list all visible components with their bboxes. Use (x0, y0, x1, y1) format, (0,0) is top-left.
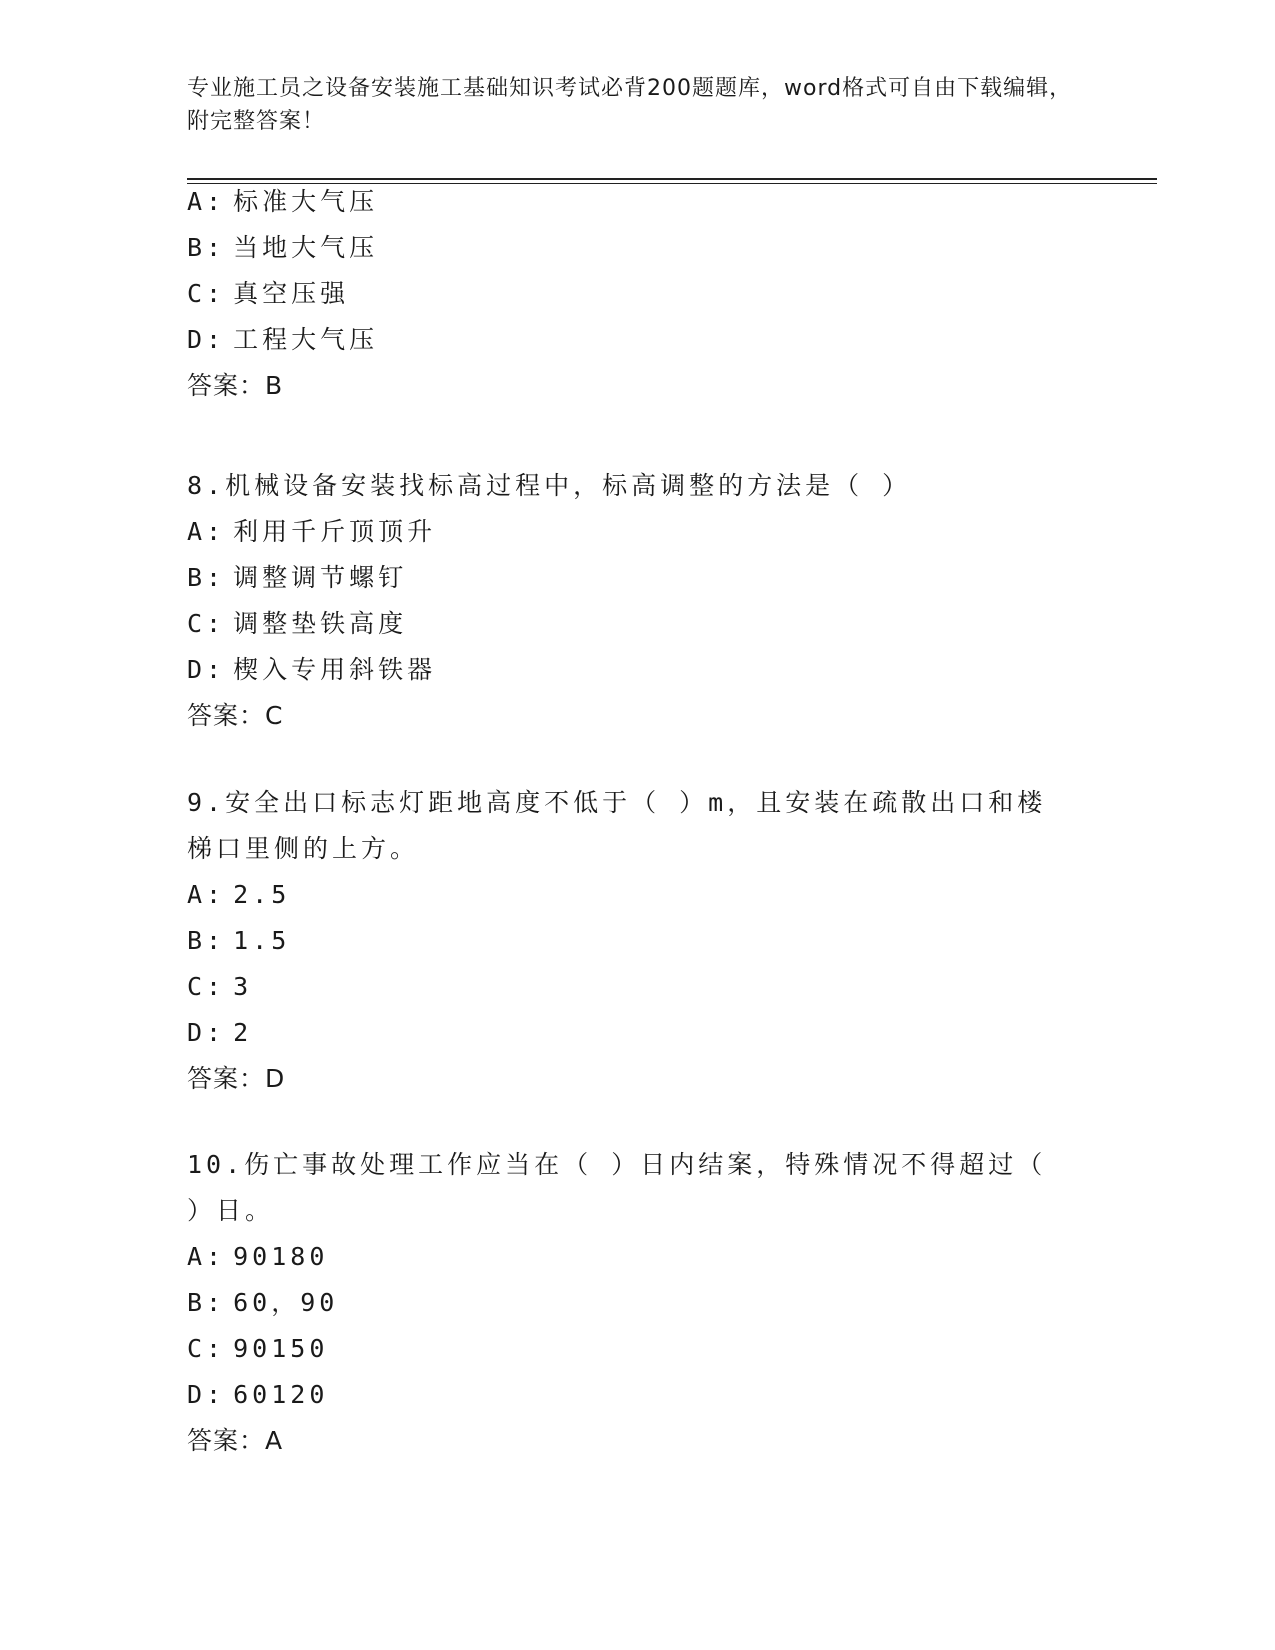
option-d (187, 647, 1087, 693)
option-label: C: (187, 279, 226, 308)
option-label: A: (187, 880, 226, 909)
answer-line: 答案：A (187, 1426, 284, 1455)
option-label: B: (187, 563, 226, 592)
question-text: 9.安全出口标志灯距地高度不低于（ ）m，且安装在疏散出口和楼梯口里侧的上方。 (187, 788, 1047, 863)
option-label: D: (187, 325, 226, 354)
option-c (187, 601, 1087, 647)
option-label: A: (187, 517, 226, 546)
option-d (187, 1372, 1087, 1418)
option-text: 真空压强 (233, 279, 350, 308)
option-c (187, 271, 1087, 317)
option-a (187, 872, 1087, 918)
option-text: 当地大气压 (233, 233, 379, 262)
option-text: 2.5 (233, 880, 291, 909)
option-text: 标准大气压 (233, 187, 379, 216)
option-a (187, 179, 1087, 225)
option-text: 楔入专用斜铁器 (233, 655, 437, 684)
option-label: D: (187, 1018, 226, 1047)
option-label: B: (187, 1288, 226, 1317)
option-text: 90180 (233, 1242, 329, 1271)
option-label: A: (187, 187, 226, 216)
document-header: 专业施工员之设备安装施工基础知识考试必背200题题库，word格式可自由下载编辑，附完整答案！ (187, 76, 1073, 134)
option-label: D: (187, 655, 226, 684)
answer-line: 答案：C (187, 701, 284, 730)
option-a (187, 1234, 1087, 1280)
question-9-block (187, 780, 1087, 1102)
answer-line: 答案：B (187, 371, 284, 400)
option-b (187, 1280, 1087, 1326)
option-text: 1.5 (233, 926, 291, 955)
option-text: 调整调节螺钉 (233, 563, 408, 592)
option-text: 2 (233, 1018, 253, 1047)
question-text: 10.伤亡事故处理工作应当在（ ）日内结案，特殊情况不得超过（ ）日。 (187, 1150, 1047, 1225)
option-label: B: (187, 233, 226, 262)
option-label: C: (187, 972, 226, 1001)
option-text: 3 (233, 972, 253, 1001)
option-c (187, 964, 1087, 1010)
option-label: A: (187, 1242, 226, 1271)
option-text: 60120 (233, 1380, 329, 1409)
option-d (187, 1010, 1087, 1056)
option-label: B: (187, 926, 226, 955)
option-text: 调整垫铁高度 (233, 609, 408, 638)
option-b (187, 918, 1087, 964)
option-label: C: (187, 1334, 226, 1363)
question-10-block (187, 1142, 1087, 1464)
option-b (187, 225, 1087, 271)
option-c (187, 1326, 1087, 1372)
option-b (187, 555, 1087, 601)
option-label: D: (187, 1380, 226, 1409)
option-text: 60，90 (233, 1288, 339, 1317)
option-text: 90150 (233, 1334, 329, 1363)
question-7-block (187, 179, 1087, 409)
option-d (187, 317, 1087, 363)
option-text: 利用千斤顶顶升 (233, 517, 437, 546)
option-label: C: (187, 609, 226, 638)
question-8-block (187, 463, 1087, 739)
option-text: 工程大气压 (233, 325, 379, 354)
option-a (187, 509, 1087, 555)
question-text: 8.机械设备安装找标高过程中，标高调整的方法是（ ） (187, 471, 912, 500)
answer-line: 答案：D (187, 1064, 286, 1093)
